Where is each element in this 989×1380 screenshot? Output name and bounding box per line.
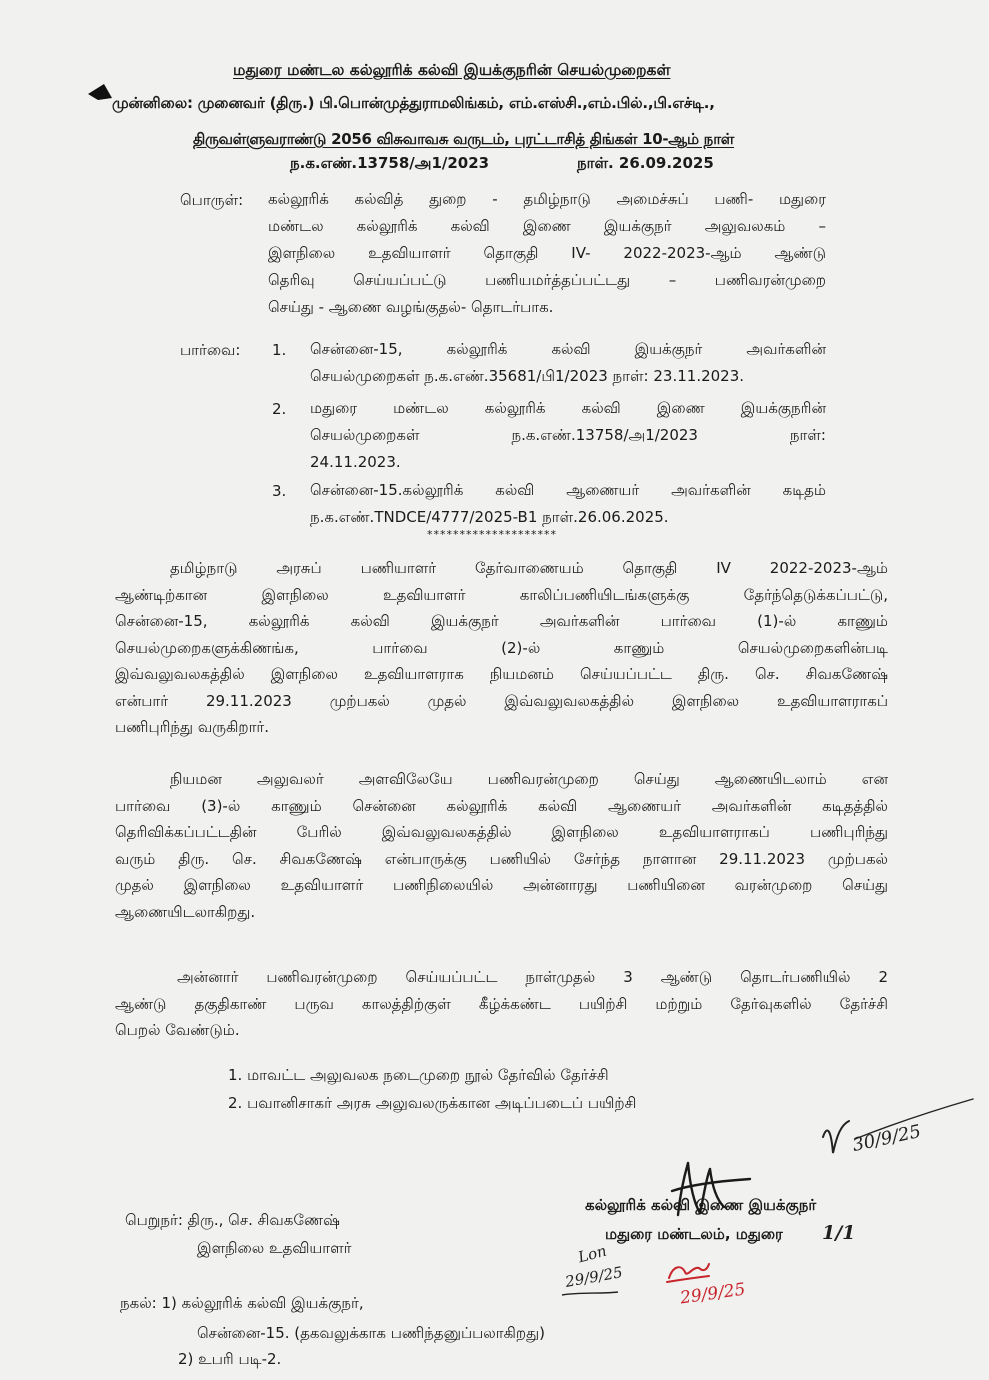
requirement-item-2: 2. பவானிசாகர் அரசு அலுவலருக்கான அடிப்படைப் பயிற்சி [228,1094,637,1112]
reference-line: செயல்முறைகள் ந.க.எண்.13758/அ1/2023 நாள்: [310,426,826,444]
reference-number-2: 2. [272,400,287,418]
presence-line: முன்னிலை: முனைவர் (திரு.) பி.பொன்முத்துராமலிங்கம், எம்.எஸ்சி.,எம்.பில்.,பி.எச்டி., [112,94,715,112]
reference-line: 24.11.2023. [310,453,401,471]
paragraph-line: என்பார் 29.11.2023 முற்பகல் முதல் இவ்வலுவலகத்தில் இளநிலை உதவியாளராகப் [115,691,888,710]
body-paragraph-2 [115,766,888,925]
paragraph-line: செயல்முறைகளுக்கிணங்க, பார்வை (2)-ல் காணும் செயல்முறைகளின்படி [115,638,888,657]
reference-date: நாள். 26.09.2025 [577,154,714,172]
paragraph-line: ஆணையிடலாகிறது. [115,902,256,921]
handwritten-date-left: 29/9/25 [563,1263,624,1291]
subject-label: பொருள்: [180,191,244,209]
paragraph-line: ஆண்டிற்கான இளநிலை உதவியாளர் காலிப்பணியிடங்களுக்கு தேர்ந்தெடுக்கப்பட்டு, [115,585,888,604]
reference-item-1 [310,336,826,390]
underline-stroke-icon [560,1290,620,1298]
reference-line: மதுரை மண்டல கல்லூரிக் கல்வி இணை இயக்குநரின் [310,399,826,417]
body-paragraph-3 [115,964,888,1044]
handwritten-mark: 1/1 [822,1222,856,1244]
subject-text [268,186,826,321]
subject-line: கல்லூரிக் கல்வித் துறை - தமிழ்நாடு அமைச்சுப் பணி- மதுரை [268,190,826,208]
recipient-designation: இளநிலை உதவியாளர் [197,1239,352,1257]
paragraph-line: பார்வை (3)-ல் காணும் சென்னை கல்லூரிக் கல்வி ஆணையர் அவர்களின் கடிதத்தில் [115,796,888,815]
copy-line-3: 2) உபரி படி-2. [178,1350,282,1368]
paragraph-line: தெரிவிக்கப்பட்டதின் பேரில் இவ்வலுவலகத்தில் இளநிலை உதவியாளராகப் பணிபுரிந்து [115,823,888,841]
signature-icon [660,1155,770,1225]
corner-mark-icon [86,80,114,102]
paragraph-line: ஆண்டு தகுதிகாண் பருவ காலத்திற்குள் கீழ்க்கண்ட பயிற்சி மற்றும் தேர்வுகளில் தேர்ச்சி [115,994,888,1013]
references-label: பார்வை: [180,341,241,359]
reference-line: ந.க.எண்.TNDCE/4777/2025-B1 நாள்.26.06.2025. [310,508,669,526]
separator: ******************** [427,528,557,541]
handwritten-initials: Lon [576,1241,609,1267]
subject-line: செய்து - ஆணை வழங்குதல்- தொடர்பாக. [268,298,554,316]
reference-number-1: 1. [272,341,287,359]
recipient-label: பெறுநர்: திரு., செ. சிவகணேஷ் [125,1211,340,1229]
reference-item-2 [310,395,826,476]
paragraph-line: முதல் இளநிலை உதவியாளர் பணிநிலையில் அன்னாரது பணியினை வரன்முறை செய்து [115,876,888,894]
signatory-place: மதுரை மண்டலம், மதுரை [605,1225,783,1243]
paragraph-line: வரும் திரு. செ. சிவகணேஷ் என்பாருக்கு பணியில் சேர்ந்த நாளான 29.11.2023 முற்பகல் [115,849,888,868]
date-line: திருவள்ளுவராண்டு 2056 விசுவாவசு வருடம், புரட்டாசித் திங்கள் 10-ஆம் நாள் [193,130,735,148]
subject-line: தெரிவு செய்யப்பட்டு பணியமர்த்தப்பட்டது – பணிவரன்முறை [268,271,826,289]
paragraph-line: சென்னை-15, கல்லூரிக் கல்வி இயக்குநர் அவர்களின் பார்வை (1)-ல் காணும் [115,612,888,630]
paragraph-line: இவ்வலுவலகத்தில் இளநிலை உதவியாளராக நியமனம் செய்யப்பட்ட திரு. செ. சிவகணேஷ் [115,665,888,683]
requirement-item-1: 1. மாவட்ட அலுவலக நடைமுறை நூல் தேர்வில் தேர்ச்சி [228,1066,609,1084]
paragraph-line: தமிழ்நாடு அரசுப் பணியாளர் தேர்வாணையம் தொகுதி IV 2022-2023-ஆம் [170,559,888,577]
reference-line: சென்னை-15, கல்லூரிக் கல்வி இயக்குநர் அவர்களின் [310,340,826,358]
reference-item-3 [310,477,826,531]
paragraph-line: அன்னார் பணிவரன்முறை செய்யப்பட்ட நாள்முதல் 3 ஆண்டு தொடர்பணியில் 2 [177,968,888,986]
subject-line: இளநிலை உதவியாளர் தொகுதி IV- 2022-2023-ஆம் ஆண்டு [268,244,826,262]
subject-line: மண்டல கல்லூரிக் கல்வி இணை இயக்குநர் அலுவலகம் – [268,217,826,235]
document-title: மதுரை மண்டல கல்லூரிக் கல்வி இயக்குநரின் செயல்முறைகள் [233,61,671,79]
copy-line-1: நகல்: 1) கல்லூரிக் கல்வி இயக்குநர், [120,1294,364,1312]
body-paragraph-1 [115,555,888,741]
reference-number: ந.க.எண்.13758/அ1/2023 [290,154,490,172]
copy-line-2: சென்னை-15. (தகவலுக்காக பணிந்தனுப்பலாகிறது) [197,1324,545,1342]
red-handwritten-date: 29/9/25 [678,1279,747,1309]
signatory-title: கல்லூரிக் கல்வி இணை இயக்குநர் [585,1196,817,1214]
reference-line: சென்னை-15.கல்லூரிக் கல்வி ஆணையர் அவர்களின் கடிதம் [310,481,826,499]
paragraph-line: பெறல் வேண்டும். [115,1021,240,1039]
paragraph-line: பணிபுரிந்து வருகிறார். [115,718,270,736]
reference-line: செயல்முறைகள் ந.க.எண்.35681/பி1/2023 நாள்: 23.11.2023. [310,367,745,385]
paragraph-line: நியமன அலுவலர் அளவிலேயே பணிவரன்முறை செய்து ஆணையிடலாம் என [170,770,888,788]
red-initials-icon [663,1258,713,1286]
handwritten-date-top: 30/9/25 [850,1121,923,1156]
reference-number-3: 3. [272,482,287,500]
